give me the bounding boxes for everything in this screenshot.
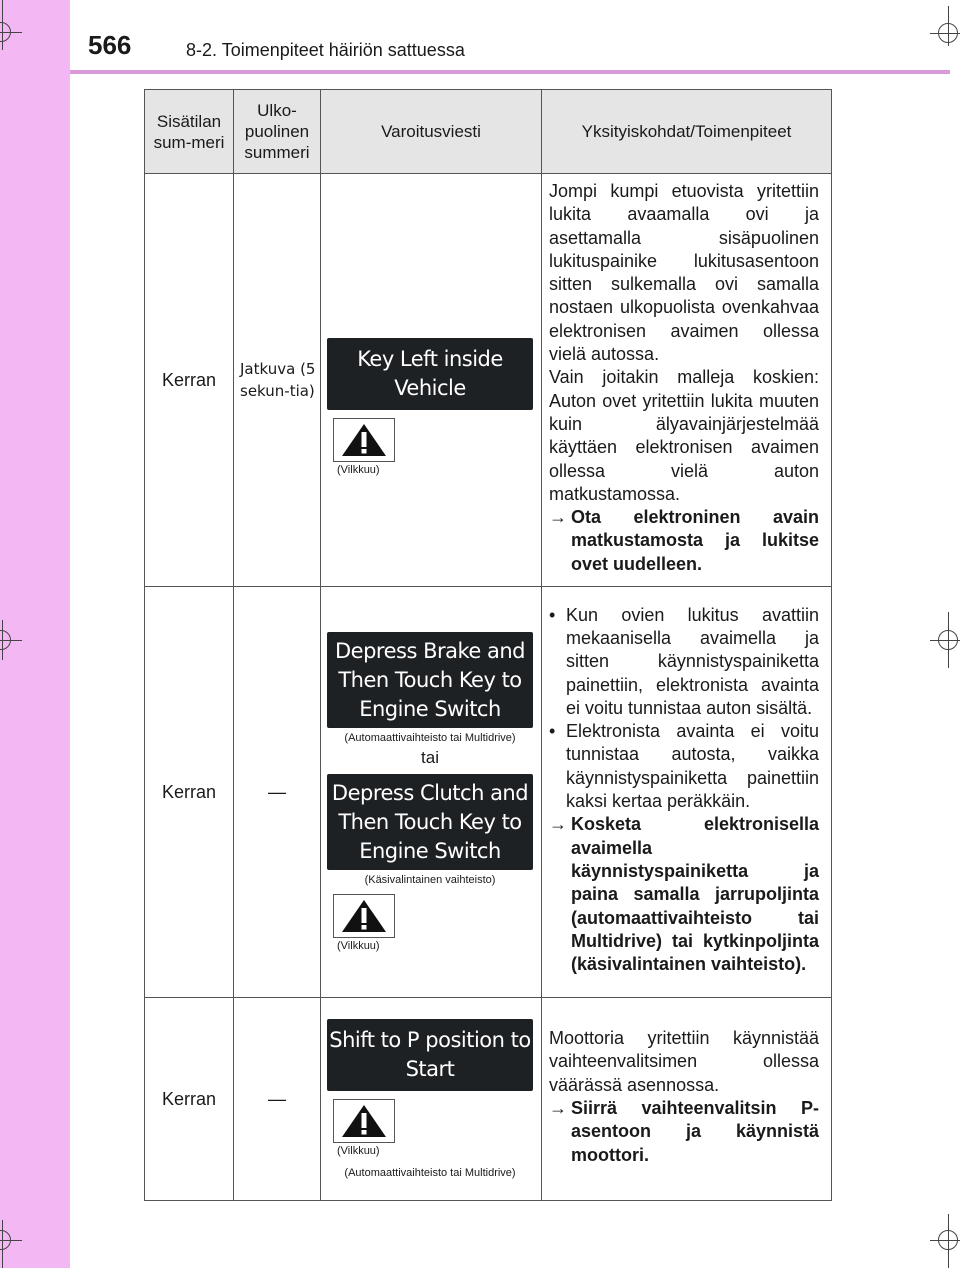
display-caption: (Käsivalintainen vaihteisto) xyxy=(364,874,496,887)
interior-buzzer-cell: Kerran xyxy=(145,587,234,998)
list-item: • Kun ovien lukitus avattiin mekaanisella avaimella ja sitten käynnistyspainiketta painettiin, elektronista avainta ei voitu tunnistaa auton sisältä. xyxy=(549,604,819,718)
side-color-band xyxy=(0,0,70,1268)
action-instruction: → Kosketa elektronisella avaimella käynnistyspainiketta ja paina samalla jarrupoljinta (automaattivaihteisto tai Multidrive) tai kytkinpoljinta (käsivalintainen vaihteisto). xyxy=(549,813,819,976)
arrow-icon: → xyxy=(549,507,567,528)
warning-message-cell xyxy=(321,998,542,1201)
page-number: 566 xyxy=(88,30,132,60)
message-display: Depress Clutch and Then Touch Key to Engine Switch xyxy=(327,774,533,870)
list-item: • Elektronista avainta ei voitu tunnistaa autosta, vaikka käynnistyspainiketta painettiin kaksi kertaa peräkkäin. xyxy=(549,721,819,812)
display-caption: (Automaattivaihteisto tai Multidrive) xyxy=(344,1167,516,1180)
warning-caption: (Vilkkuu) xyxy=(337,1145,380,1158)
section-title: 8-2. Toimenpiteet häiriön sattuessa xyxy=(186,40,465,60)
detail-paragraph: Moottoria yritettiin käynnistää vaihteenvalitsimen ollessa väärässä asennossa. xyxy=(549,1028,819,1095)
warning-message-cell xyxy=(321,174,542,587)
header-warning-message: Varoitusviesti xyxy=(321,90,542,174)
exterior-buzzer-cell: — xyxy=(234,587,321,998)
message-display: Key Left inside Vehicle xyxy=(327,338,533,410)
warning-triangle-icon xyxy=(333,418,395,462)
details-cell xyxy=(542,998,832,1201)
interior-buzzer-cell: Kerran xyxy=(145,174,234,587)
or-label: tai xyxy=(421,748,439,768)
warning-caption: (Vilkkuu) xyxy=(337,464,380,477)
details-cell xyxy=(542,587,832,998)
table-row xyxy=(145,998,832,1201)
warning-triangle-icon xyxy=(333,894,395,938)
warning-triangle-icon xyxy=(333,1099,395,1143)
exterior-buzzer-cell: — xyxy=(234,998,321,1201)
detail-paragraph: Jompi kumpi etuovista yritettiin lukita avaamalla ovi ja asettamalla sisäpuolinen lukituspainike lukitusasentoon sitten sulkemalla ovi samalla nostaen ulkopuolista ovenkahvaa elektronisen avaimen ollessa vielä autossa. xyxy=(549,181,819,365)
message-display: Depress Brake and Then Touch Key to Engine Switch xyxy=(327,632,533,728)
table-row xyxy=(145,174,832,587)
header-details-actions: Yksityiskohdat/Toimenpiteet xyxy=(542,90,832,174)
exterior-buzzer-cell: Jatkuva (5 sekun-tia) xyxy=(234,174,321,587)
detail-paragraph: Vain joitakin malleja koskien: Auton ovet yritettiin lukita muuten kuin älyavainjärjestelmää käyttäen elektronisen avaimen ollessa vielä auton matkustamossa. xyxy=(549,367,819,504)
table-row xyxy=(145,587,832,998)
warning-caption: (Vilkkuu) xyxy=(337,940,380,953)
warning-message-table xyxy=(144,89,832,1201)
table-header-row xyxy=(145,90,832,174)
display-caption: (Automaattivaihteisto tai Multidrive) xyxy=(344,732,516,745)
message-display: Shift to P position to Start xyxy=(327,1019,533,1091)
details-cell xyxy=(542,174,832,587)
arrow-icon: → xyxy=(549,814,567,835)
header-interior-buzzer: Sisätilan sum-meri xyxy=(145,90,234,174)
header-exterior-buzzer: Ulko-puolinen summeri xyxy=(234,90,321,174)
action-instruction: → Siirrä vaihteenvalitsin P-asentoon ja käynnistä moottori. xyxy=(549,1097,819,1167)
arrow-icon: → xyxy=(549,1098,567,1119)
header-rule xyxy=(70,70,950,74)
interior-buzzer-cell: Kerran xyxy=(145,998,234,1201)
action-instruction: → Ota elektroninen avain matkustamosta ja lukitse ovet uudelleen. xyxy=(549,506,819,576)
warning-message-cell xyxy=(321,587,542,998)
